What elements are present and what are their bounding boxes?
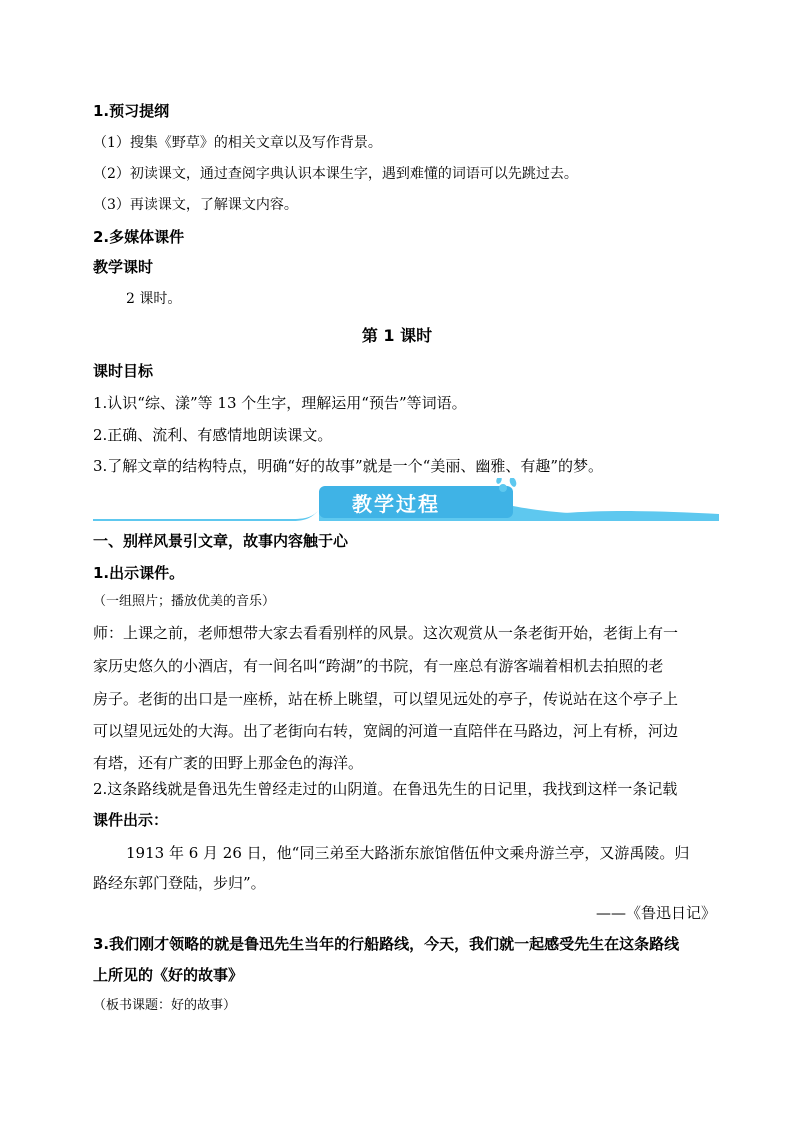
goal-item-3: 3.了解文章的结构特点，明确“好的故事”就是一个“美丽、幽雅、有趣”的梦。 bbox=[93, 457, 603, 475]
preview-item-1: （1）搜集《野草》的相关文章以及写作背景。 bbox=[93, 135, 382, 151]
step3-line-1: 3.我们刚才领略的就是鲁迅先生当年的行船路线，今天，我们就一起感受先生在这条路线 bbox=[93, 935, 680, 953]
class-hours-value: 2 课时。 bbox=[126, 291, 182, 307]
teacher-line-5: 有塔，还有广袤的田野上那金色的海洋。 bbox=[93, 754, 364, 772]
multimedia-heading: 2.多媒体课件 bbox=[93, 228, 185, 246]
courseware-label: 课件出示： bbox=[93, 811, 169, 829]
teacher-line-4: 可以望见远处的大海。出了老街向右转，宽阔的河道一直陪伴在马路边，河上有桥，河边 bbox=[93, 722, 679, 740]
goal-item-2: 2.正确、流利、有感情地朗读课文。 bbox=[93, 426, 333, 444]
step3-line-2: 上所见的《好的故事》 bbox=[93, 966, 244, 984]
class-hours-heading: 教学课时 bbox=[93, 258, 154, 276]
quote-source: ——《鲁迅日记》 bbox=[595, 904, 716, 922]
preview-heading: 1.预习提纲 bbox=[93, 102, 170, 120]
preview-item-3: （3）再读课文，了解课文内容。 bbox=[93, 197, 298, 213]
goal-item-1: 1.认识“综、漾”等 13 个生字，理解运用“预告”等词语。 bbox=[93, 394, 467, 412]
quote-line-1: 1913 年 6 月 26 日，他“同三弟至大路浙东旅馆偕伍仲文乘舟游兰亭，又游禹陵。归 bbox=[126, 844, 690, 862]
splash-drop-1 bbox=[499, 484, 507, 492]
teacher-line-3: 房子。老街的出口是一座桥，站在桥上眺望，可以望见远处的亭子，传说站在这个亭子上 bbox=[93, 690, 679, 708]
teacher-line-2: 家历史悠久的小酒店，有一间名叫“跨湖”的书院，有一座总有游客端着相机去拍照的老 bbox=[93, 657, 664, 675]
quote-line-2: 路经东郭门登陆，步归”。 bbox=[93, 874, 266, 892]
goals-heading: 课时目标 bbox=[93, 362, 154, 380]
section-heading: 一、别样风景引文章，故事内容触于心 bbox=[93, 532, 349, 550]
step1-note: （一组照片；播放优美的音乐） bbox=[93, 594, 276, 609]
board-note: （板书课题：好的故事） bbox=[93, 998, 237, 1013]
banner-title: 教学过程 bbox=[352, 492, 440, 516]
lesson-title: 第 1 课时 bbox=[361, 326, 433, 345]
step2-line: 2.这条路线就是鲁迅先生曾经走过的山阴道。在鲁迅先生的日记里，我找到这样一条记载 bbox=[93, 780, 678, 798]
step1-heading: 1.出示课件。 bbox=[93, 564, 185, 582]
splash-drop-3 bbox=[495, 478, 502, 485]
splash-drop-2 bbox=[508, 478, 517, 488]
preview-item-2: （2）初读课文，通过查阅字典认识本课生字，遇到难懂的词语可以先跳过去。 bbox=[93, 166, 578, 182]
teacher-line-1: 师：上课之前，老师想带大家去看看别样的风景。这次观赏从一条老街开始，老街上有一 bbox=[93, 624, 679, 642]
